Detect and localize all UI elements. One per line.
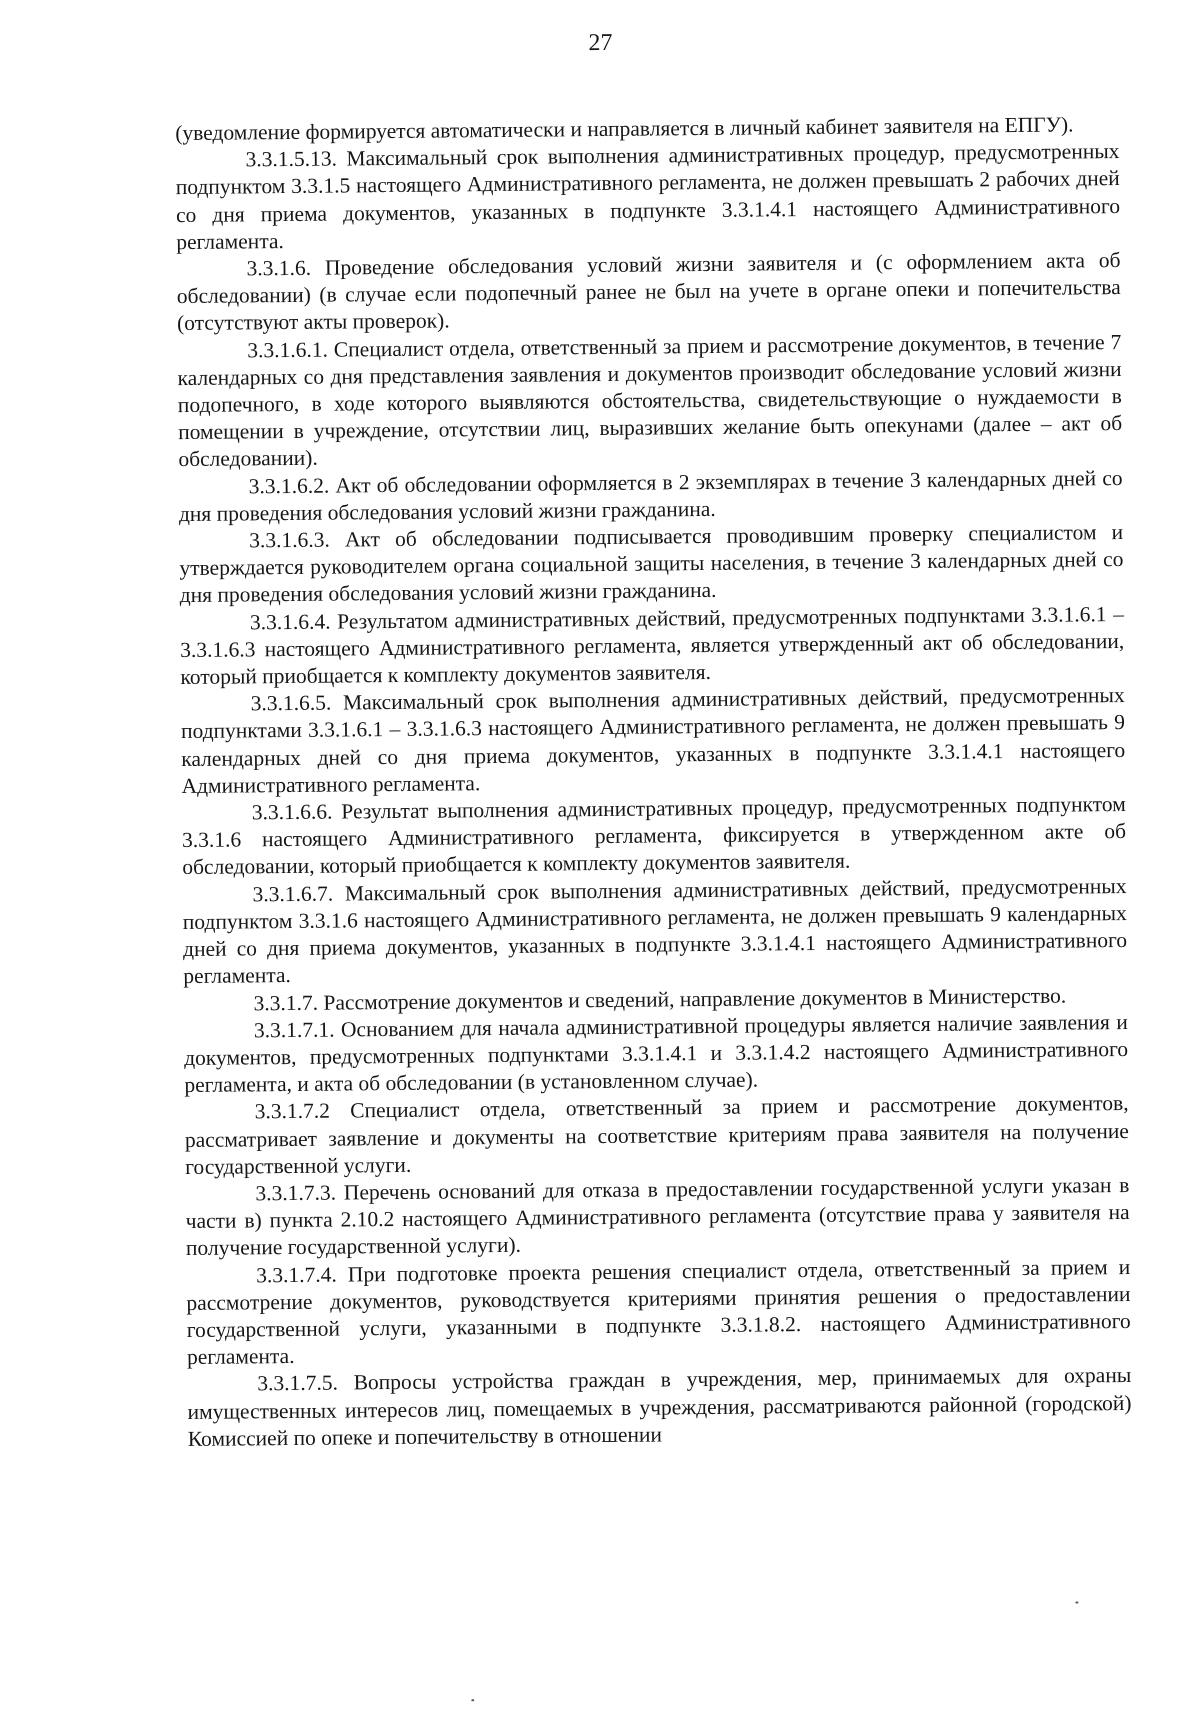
paragraph-3-3-1-6-2: 3.3.1.6.2. Акт об обследовании оформляется в 2 экземплярах в течение 3 календарных дней со дня проведения обследования условий жизни гражданина. [178,465,1123,526]
paragraph-3-3-1-6-4: 3.3.1.6.4. Результатом административных действий, предусмотренных подпунктами 3.3.1.6.1 – 3.3.1.6.3 настоящего Административного регламента, является утвержденный акт об обследовании, который приобщается к комплекту документов заявителя. [180,601,1125,690]
paragraph-3-3-1-7: 3.3.1.7. Рассмотрение документов и сведений, направление документов в Министерство. [253,983,1067,1015]
paragraph-3-3-1-7-1: 3.3.1.7.1. Основанием для начала административной процедуры является наличие заявления и документов, предусмотренных подпунктами 3.3.1.4.1 и 3.3.1.4.2 настоящего Административного регламента, и акта об обследовании (в установленном случае). [184,1009,1129,1098]
paragraph-3-3-1-5-13: 3.3.1.5.13. Максимальный срок выполнения административных процедур, предусмотренных подпунктом 3.3.1.5 настоящего Административного регламента, не должен превышать 2 рабочих дней со дня приема документов, указанных в подпункте 3.3.1.4.1 настоящего Административного регламента. [175,139,1121,254]
paragraph-3-3-1-7-4: 3.3.1.7.4. При подготовке проекта решения специалист отдела, ответственный за прием и рассмотрение документов, руководствуется критериями принятия решения о предоставлении государственной услуги, указанными в подпункте 3.3.1.8.2. настоящего Административного регламента. [186,1254,1131,1370]
paragraph-3-3-1-6-5: 3.3.1.6.5. Максимальный срок выполнения административных действий, предусмотренных подпунктами 3.3.1.6.1 – 3.3.1.6.3 настоящего Административного регламента, не должен превышать 9 календарных дней со дня приема документов, указанных в подпункте 3.3.1.4.1 настоящего Административного регламента. [180,683,1126,798]
scan-speck [1075,1601,1078,1603]
paragraph-notification: (уведомление формируется автоматически и направляется в личный кабинет заявителя на ЕПГУ). [175,112,1074,146]
paragraph-3-3-1-7-2: 3.3.1.7.2 Специалист отдела, ответственный за прием и рассмотрение документов, рассматривает заявление и документы на соответствие критериям права заявителя на получение государственной услуги. [184,1091,1129,1179]
paragraph-3-3-1-6-3: 3.3.1.6.3. Акт об обследовании подписывается проводившим проверку специалистом и утверждается руководителем органа социальной защиты населения, в течение 3 календарных дней со дня проведения обследования условий жизни гражданина. [179,520,1124,608]
scan-speck [471,1699,474,1701]
paragraph-3-3-1-7-5: 3.3.1.7.5. Вопросы устройства граждан в учреждения, мер, принимаемых для охраны имущественных интересов лиц, помещаемых в учреждения, рассматриваются районной (городской) Комиссией по опеке и попечительству в отношении [187,1363,1132,1451]
document-body [175,111,1132,1453]
paragraph-3-3-1-6-6: 3.3.1.6.6. Результат выполнения административных процедур, предусмотренных подпунктом 3.3.1.6 настоящего Административного регламента, фиксируется в утвержденном акте об обследовании, который приобщается к комплекту документов заявителя. [181,792,1127,880]
page-number: 27 [588,29,613,57]
paragraph-3-3-1-6: 3.3.1.6. Проведение обследования условий жизни заявителя и (с оформлением акта об обследовании) (в случае если подопечный ранее не был на учете в органе опеки и попечительства (отсутствуют акты проверок). [176,248,1121,336]
paragraph-3-3-1-6-1: 3.3.1.6.1. Специалист отдела, ответственный за прием и рассмотрение документов, в течение 7 календарных со дня представления заявления и документов производит обследование условий жизни подопечного, в ходе которого выявляются обстоятельства, свидетельствующие о нуждаемости в помещении в учреждение, отсутствии лиц, выразивших желание быть опекунами (далее – акт об обследовании). [177,329,1123,472]
paragraph-3-3-1-7-3: 3.3.1.7.3. Перечень оснований для отказа в предоставлении государственной услуги указан в части в) пункта 2.10.2 настоящего Административного регламента (отсутствие права у заявителя на получение государственной услуги). [185,1172,1130,1261]
paragraph-3-3-1-6-7: 3.3.1.6.7. Максимальный срок выполнения административных действий, предусмотренных подпунктом 3.3.1.6 настоящего Административного регламента, не должен превышать 9 календарных дней со дня приема документов, указанных в подпункте 3.3.1.4.1 настоящего Административного регламента. [182,873,1128,989]
